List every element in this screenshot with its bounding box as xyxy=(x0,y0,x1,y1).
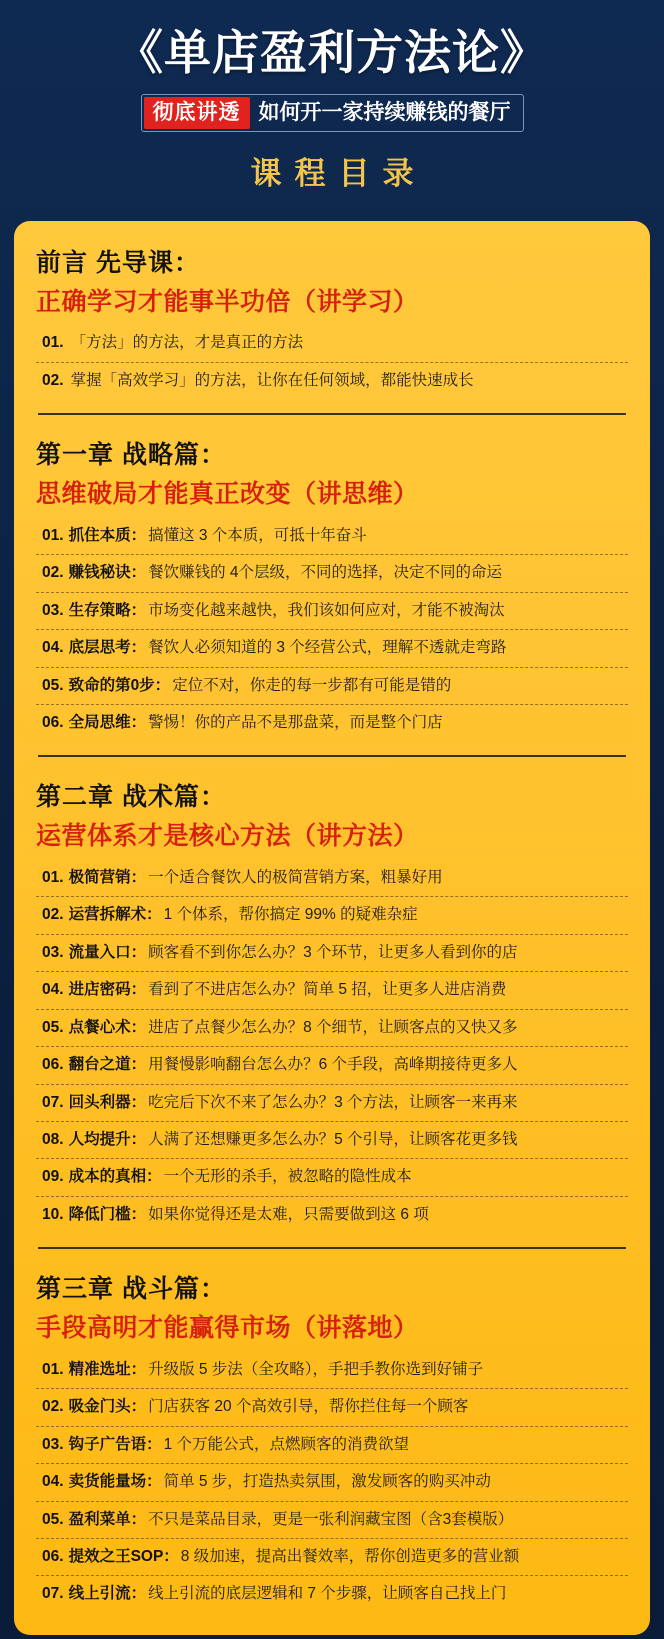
lesson-lead: 成本的真相： xyxy=(68,1168,162,1186)
lesson-number: 04. xyxy=(42,981,64,999)
lesson-lead: 精准选址： xyxy=(68,1360,147,1378)
lesson-text: 看到了不进店怎么办？简单 5 招，让更多人进店消费 xyxy=(148,981,507,999)
list-item[interactable] xyxy=(36,668,628,705)
lesson-text: 不只是菜品目录，更是一张利润藏宝图（含3套模版） xyxy=(148,1510,514,1528)
lesson-list xyxy=(36,860,628,1234)
lesson-number: 02. xyxy=(42,371,64,389)
lesson-text: 顾客看不到你怎么办？3 个环节，让更多人看到你的店 xyxy=(148,943,518,961)
lesson-lead: 致命的第0步： xyxy=(68,676,171,694)
lesson-number: 03. xyxy=(42,601,64,619)
lesson-number: 05. xyxy=(42,1510,64,1528)
lesson-number: 04. xyxy=(42,639,64,657)
lesson-lead: 提效之王SOP： xyxy=(68,1547,179,1565)
lesson-lead: 降低门槛： xyxy=(68,1205,147,1223)
lesson-lead: 赚钱秘诀： xyxy=(68,564,147,582)
lesson-text: 吃完后下次不来了怎么办？3 个方法，让顾客一来再来 xyxy=(148,1093,518,1111)
list-item[interactable] xyxy=(36,1389,628,1426)
lesson-number: 02. xyxy=(42,564,64,582)
lesson-text: 「方法」的方法，才是真正的方法 xyxy=(70,334,304,352)
lesson-lead: 极简营销： xyxy=(68,868,147,886)
lesson-number: 05. xyxy=(42,676,64,694)
lesson-number: 02. xyxy=(42,1398,64,1416)
lesson-lead: 全局思维： xyxy=(68,713,147,731)
chapter-section xyxy=(36,247,628,421)
lesson-number: 03. xyxy=(42,1435,64,1453)
lesson-text: 定位不对，你走的每一步都有可能是错的 xyxy=(172,676,452,694)
chapter-subtitle: 思维破局才能真正改变（讲思维） xyxy=(36,479,419,508)
lesson-number: 01. xyxy=(42,1360,64,1378)
lesson-number: 06. xyxy=(42,1547,64,1565)
lesson-lead: 人均提升： xyxy=(68,1130,147,1148)
lesson-text: 餐饮赚钱的 4个层级，不同的选择，决定不同的命运 xyxy=(148,564,503,582)
lesson-number: 01. xyxy=(42,868,64,886)
lesson-text: 一个适合餐饮人的极简营销方案，粗暴好用 xyxy=(148,868,443,886)
lesson-lead: 进店密码： xyxy=(68,981,147,999)
subtitle-box xyxy=(141,94,524,132)
list-item[interactable] xyxy=(36,972,628,1009)
lesson-lead: 回头利器： xyxy=(68,1093,147,1111)
section-divider xyxy=(38,1247,626,1249)
section-divider xyxy=(38,413,626,415)
lesson-number: 06. xyxy=(42,1056,64,1074)
list-item[interactable] xyxy=(36,1122,628,1159)
highlight-badge: 彻底讲透 xyxy=(144,97,250,129)
list-item[interactable] xyxy=(36,705,628,741)
page-header xyxy=(0,0,664,203)
chapter-section xyxy=(36,763,628,1255)
lesson-text: 如果你觉得还是太难，只需要做到这 6 项 xyxy=(148,1205,429,1223)
lesson-text: 警惕！你的产品不是那盘菜，而是整个门店 xyxy=(148,713,443,731)
list-item[interactable] xyxy=(36,593,628,630)
lesson-lead: 运营拆解术： xyxy=(68,906,162,924)
catalog-card xyxy=(14,221,650,1635)
lesson-text: 进店了点餐少怎么办？8 个细节，让顾客点的又快又多 xyxy=(148,1018,518,1036)
section-divider xyxy=(38,755,626,757)
lesson-text: 掌握「高效学习」的方法，让你在任何领域，都能快速成长 xyxy=(70,371,474,389)
lesson-text: 人满了还想赚更多怎么办？5 个引导，让顾客花更多钱 xyxy=(148,1130,518,1148)
subtitle-text: 如何开一家持续赚钱的餐厅 xyxy=(258,101,511,125)
lesson-number: 01. xyxy=(42,526,64,544)
list-item[interactable] xyxy=(36,363,628,399)
lesson-number: 02. xyxy=(42,906,64,924)
lesson-text: 8 级加速，提高出餐效率，帮你创造更多的营业额 xyxy=(180,1547,520,1565)
list-item[interactable] xyxy=(36,1427,628,1464)
lesson-number: 04. xyxy=(42,1473,64,1491)
lesson-lead: 抓住本质： xyxy=(68,526,147,544)
list-item[interactable] xyxy=(36,630,628,667)
lesson-lead: 吸金门头： xyxy=(68,1398,147,1416)
lesson-lead: 线上引流： xyxy=(68,1585,147,1603)
lesson-text: 搞懂这 3 个本质，可抵十年奋斗 xyxy=(148,526,367,544)
list-item[interactable] xyxy=(36,1085,628,1122)
chapter-section xyxy=(36,1255,628,1619)
catalog-heading: 课程目录 xyxy=(250,156,427,192)
list-item[interactable] xyxy=(36,1047,628,1084)
lesson-number: 07. xyxy=(42,1093,64,1111)
list-item[interactable] xyxy=(36,935,628,972)
lesson-number: 08. xyxy=(42,1130,64,1148)
list-item[interactable] xyxy=(36,1539,628,1576)
list-item[interactable] xyxy=(36,897,628,934)
list-item[interactable] xyxy=(36,1502,628,1539)
lesson-lead: 翻台之道： xyxy=(68,1056,147,1074)
chapter-subtitle: 正确学习才能事半功倍（讲学习） xyxy=(36,287,419,316)
chapter-section xyxy=(36,421,628,763)
lesson-list xyxy=(36,518,628,742)
lesson-lead: 底层思考： xyxy=(68,639,147,657)
lesson-text: 餐饮人必须知道的 3 个经营公式，理解不透就走弯路 xyxy=(148,639,507,657)
page-title: 《单店盈利方法论》 xyxy=(116,26,548,79)
subtitle-row xyxy=(20,94,644,132)
lesson-lead: 流量入口： xyxy=(68,943,147,961)
lesson-lead: 盈利菜单： xyxy=(68,1510,147,1528)
chapter-title: 前言 先导课： xyxy=(36,249,200,278)
lesson-text: 用餐慢影响翻台怎么办？6 个手段，高峰期接待更多人 xyxy=(148,1056,518,1074)
lesson-text: 一个无形的杀手，被忽略的隐性成本 xyxy=(163,1168,412,1186)
lesson-list xyxy=(36,325,628,399)
list-item[interactable] xyxy=(36,325,628,362)
lesson-text: 简单 5 步，打造热卖氛围，激发顾客的购买冲动 xyxy=(163,1473,491,1491)
list-item[interactable] xyxy=(36,1576,628,1612)
chapter-subtitle: 手段高明才能赢得市场（讲落地） xyxy=(36,1313,419,1342)
lesson-number: 10. xyxy=(42,1205,64,1223)
lesson-number: 03. xyxy=(42,943,64,961)
chapter-title: 第三章 战斗篇： xyxy=(36,1275,226,1304)
chapter-subtitle: 运营体系才是核心方法（讲方法） xyxy=(36,821,419,850)
list-item[interactable] xyxy=(36,1352,628,1389)
lesson-lead: 钩子广告语： xyxy=(68,1435,162,1453)
chapter-title: 第二章 战术篇： xyxy=(36,783,226,812)
list-item[interactable] xyxy=(36,1197,628,1233)
lesson-text: 门店获客 20 个高效引导，帮你拦住每一个顾客 xyxy=(148,1398,469,1416)
lesson-number: 07. xyxy=(42,1585,64,1603)
lesson-lead: 点餐心术： xyxy=(68,1018,147,1036)
list-item[interactable] xyxy=(36,1464,628,1501)
lesson-text: 市场变化越来越快，我们该如何应对，才能不被淘汰 xyxy=(148,601,505,619)
lesson-text: 升级版 5 步法（全攻略），手把手教你选到好铺子 xyxy=(148,1360,484,1378)
lesson-text: 线上引流的底层逻辑和 7 个步骤，让顾客自己找上门 xyxy=(148,1585,507,1603)
lesson-number: 06. xyxy=(42,713,64,731)
lesson-text: 1 个体系，帮你搞定 99% 的疑难杂症 xyxy=(163,906,418,924)
list-item[interactable] xyxy=(36,555,628,592)
lesson-number: 09. xyxy=(42,1168,64,1186)
list-item[interactable] xyxy=(36,860,628,897)
lesson-list xyxy=(36,1352,628,1613)
list-item[interactable] xyxy=(36,1010,628,1047)
list-item[interactable] xyxy=(36,518,628,555)
lesson-number: 05. xyxy=(42,1018,64,1036)
lesson-text: 1 个万能公式，点燃顾客的消费欲望 xyxy=(163,1435,410,1453)
chapter-title: 第一章 战略篇： xyxy=(36,441,226,470)
lesson-lead: 卖货能量场： xyxy=(68,1473,162,1491)
list-item[interactable] xyxy=(36,1159,628,1196)
lesson-lead: 生存策略： xyxy=(68,601,147,619)
lesson-number: 01. xyxy=(42,334,64,352)
